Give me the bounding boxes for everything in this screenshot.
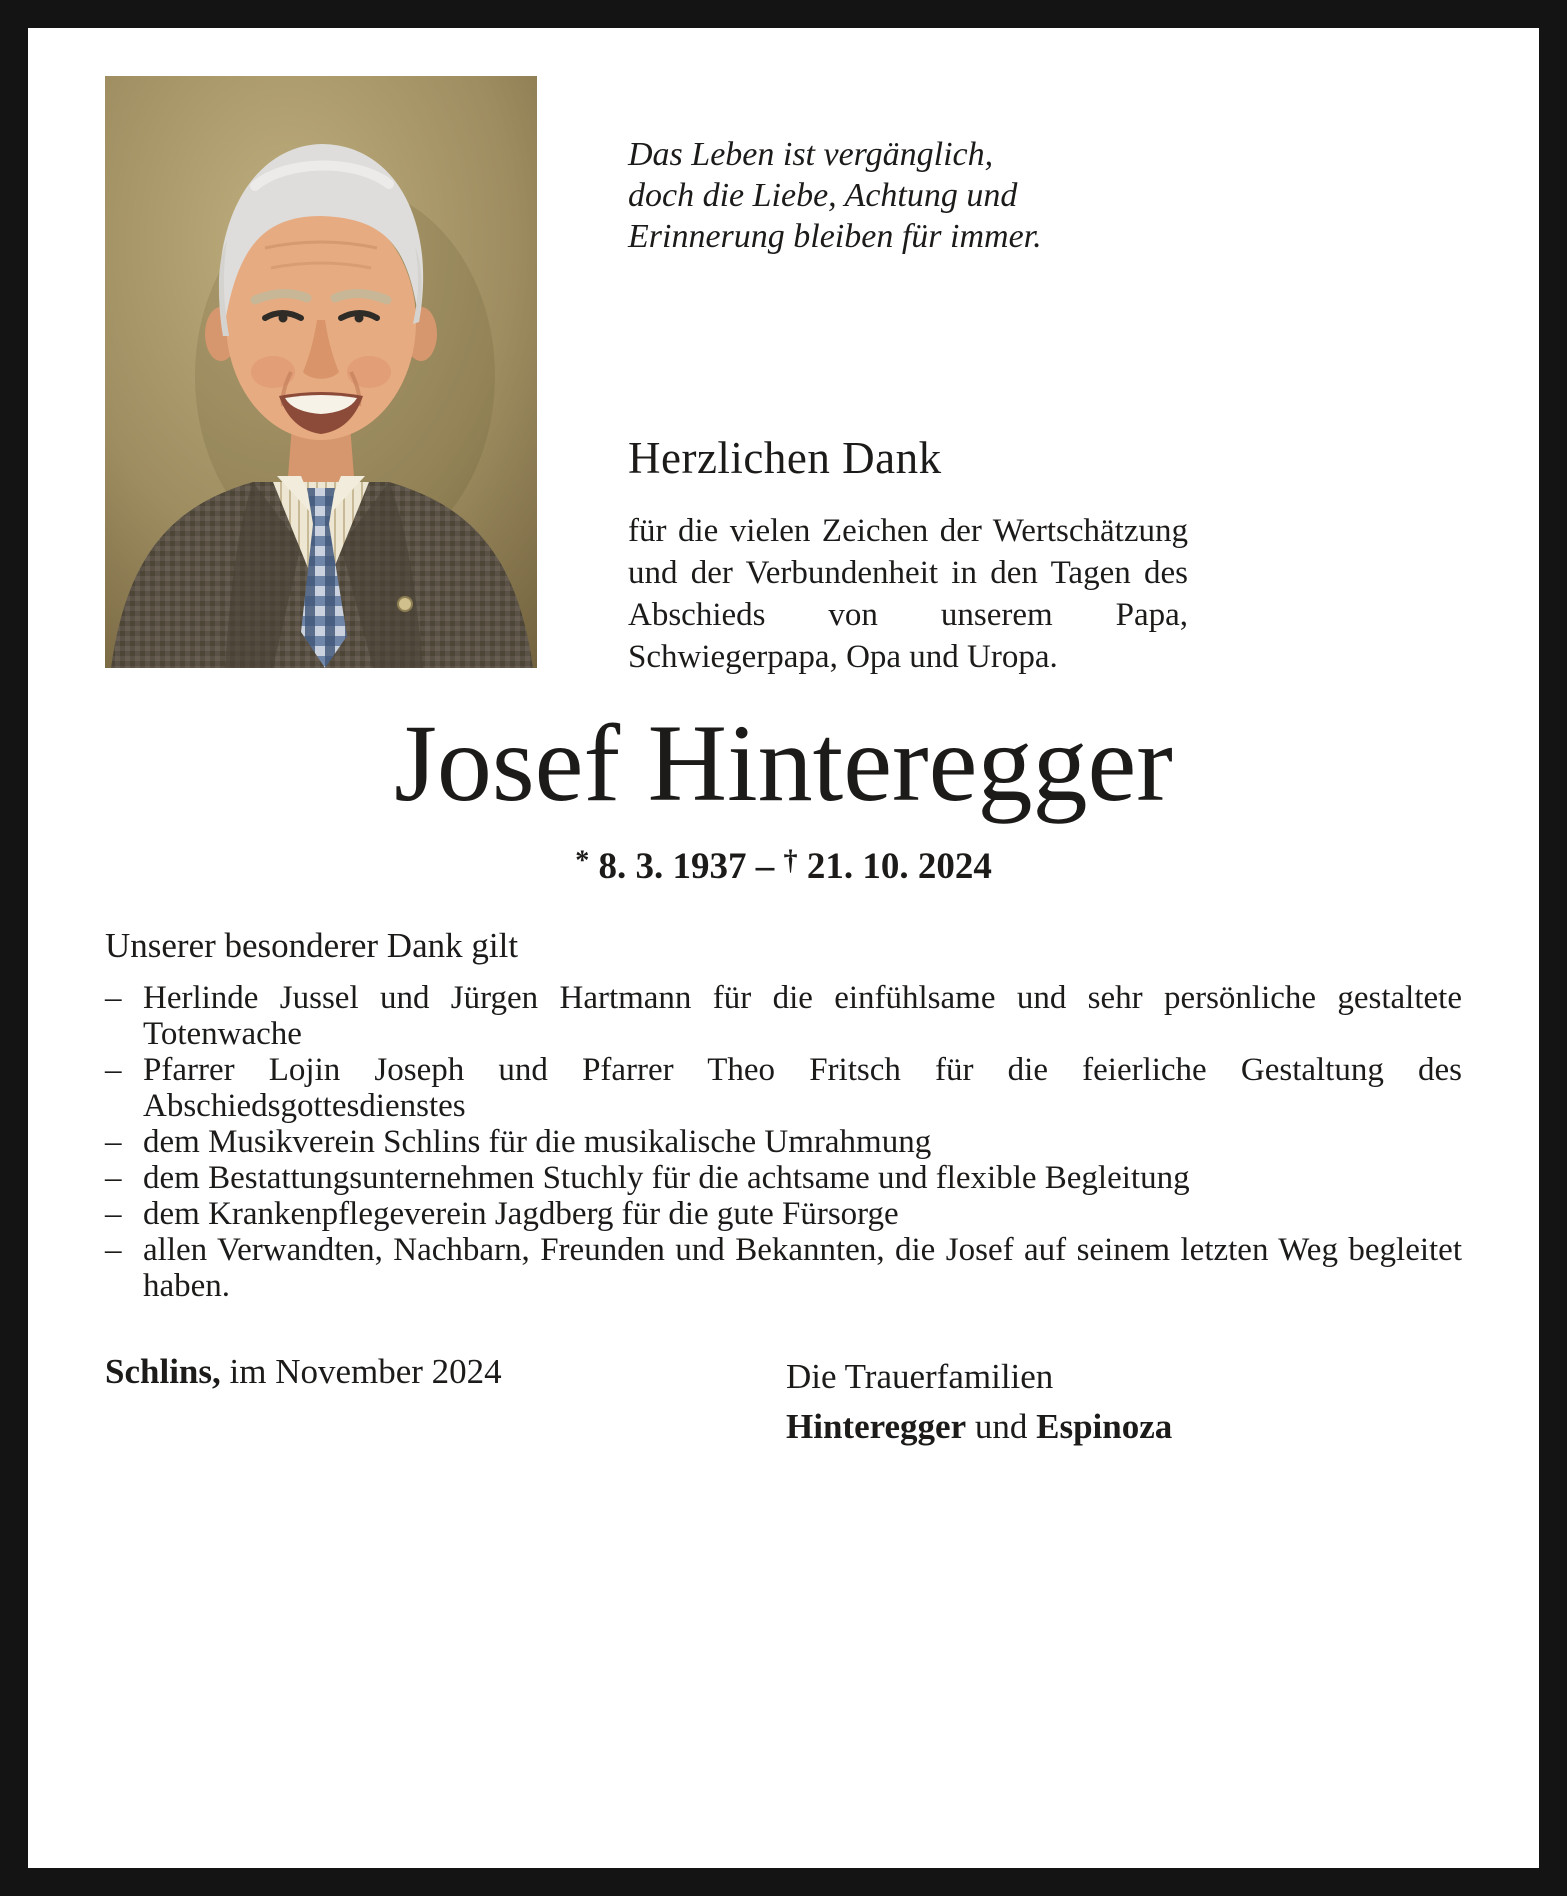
place-and-date [105, 1352, 502, 1392]
dash-marker: – [105, 1196, 122, 1232]
family-name-hinteregger: Hinteregger [786, 1407, 967, 1446]
list-item-text: dem Musikverein Schlins für die musikalische Umrahmung [143, 1124, 932, 1160]
quote-line: doch die Liebe, Achtung und [628, 177, 1018, 214]
quote-line: Erinnerung bleiben für immer. [628, 218, 1042, 255]
thanks-heading: Herzlichen Dank [628, 433, 942, 483]
list-item [105, 1196, 1462, 1232]
list-item [105, 1124, 1462, 1160]
place-name: Schlins, [105, 1352, 221, 1391]
list-item-text: dem Krankenpflegeverein Jagdberg für die gute Fürsorge [143, 1196, 899, 1232]
dash-marker: – [105, 1232, 122, 1268]
death-date: 21. 10. 2024 [806, 846, 992, 887]
list-item [105, 1052, 1462, 1124]
list-item-text: Herlinde Jussel und Jürgen Hartmann für die einfühlsame und sehr persönliche gestaltete Totenwache [143, 980, 1462, 1052]
dash-marker: – [105, 980, 122, 1016]
portrait-illustration [105, 76, 537, 668]
mourning-families [786, 1352, 1172, 1452]
death-symbol: † [783, 845, 798, 877]
special-thanks-intro: Unserer besonderer Dank gilt [105, 926, 519, 965]
dates-separator: – [755, 846, 775, 887]
families-names [786, 1402, 1172, 1452]
birth-symbol: * [575, 845, 590, 877]
list-item-text: Pfarrer Lojin Joseph und Pfarrer Theo Fritsch für die feierliche Gestaltung des Abschiedsgottesdienstes [143, 1052, 1462, 1124]
dash-marker: – [105, 1160, 122, 1196]
families-intro: Die Trauerfamilien [786, 1357, 1054, 1396]
list-item [105, 980, 1462, 1052]
birth-date: 8. 3. 1937 [598, 846, 747, 887]
life-dates [0, 845, 1567, 888]
dash-marker: – [105, 1124, 122, 1160]
list-item [105, 1160, 1462, 1196]
quote-line: Das Leben ist vergänglich, [628, 136, 994, 173]
family-name-espinoza: Espinoza [1036, 1407, 1173, 1446]
special-thanks-list [105, 980, 1462, 1304]
deceased-name: Josef Hinteregger [394, 702, 1173, 824]
portrait-photo [105, 76, 537, 668]
memorial-quote [628, 134, 1042, 257]
date-text: im November 2024 [229, 1352, 502, 1391]
dash-marker: – [105, 1052, 122, 1088]
list-item-text: dem Bestattungsunternehmen Stuchly für die achtsame und flexible Begleitung [143, 1160, 1190, 1196]
thanks-paragraph: für die vielen Zeichen der Wertschätzung und der Verbundenheit in den Tagen des Abschieds von unserem Papa, Schwiegerpapa, Opa und Uropa. [628, 513, 1188, 675]
families-connector: und [974, 1407, 1028, 1446]
lapel-pin [398, 597, 412, 611]
list-item-text: allen Verwandten, Nachbarn, Freunden und Bekannten, die Josef auf seinem letzten Weg begleitet haben. [143, 1232, 1462, 1304]
list-item [105, 1232, 1462, 1304]
